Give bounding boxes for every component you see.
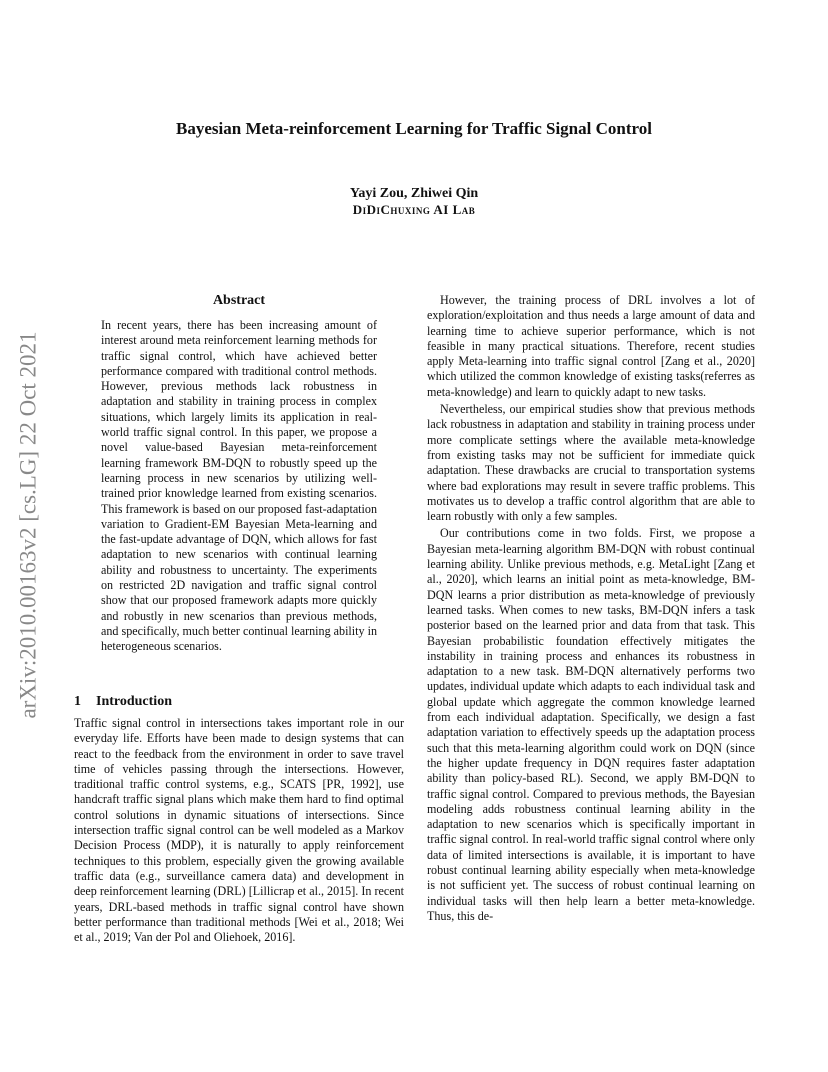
section-title: Introduction: [96, 694, 172, 709]
abstract-text: In recent years, there has been increasing amount of interest around meta reinforcement learning methods for traffic signal control, which have achieved better performance compared with traditional control methods. However, previous methods lack robustness in adaptation and stability in training process in complex situations, which largely limits its application in real-world traffic signal control. In this paper, we propose a novel value-based Bayesian meta-reinforcement learning framework BM-DQN to robustly speed up the learning process in new scenarios by utilizing well-trained prior knowledge learned from existing scenarios. This framework is based on our proposed fast-adaptation variation to Gradient-EM Bayesian Meta-learning and the fast-update advantage of DQN, which allows for fast adaptation to new scenarios with continual learning ability and robustness to uncertainty. The experiments on restricted 2D navigation and traffic signal control show that our proposed framework adapts more quickly and robustly in new scenarios than previous methods, and specifically, much better continual learning ability in heterogeneous scenarios.: [101, 318, 377, 654]
right-column: [427, 293, 755, 924]
paper-title: Bayesian Meta-reinforcement Learning for Traffic Signal Control: [176, 119, 652, 138]
introduction-text: Traffic signal control in intersections takes important role in our everyday life. Efforts have been made to design systems that can react to the feedback from the environment in order to save travel time of vehicles passing through the intersections. However, traditional traffic control systems, e.g., SCATS [PR, 1992], use handcraft traffic signal plans which make them hard to find optimal control solutions in dynamic situations of intersections. Since intersection traffic signal control can be well modeled as a Markov Decision Process (MDP), it is naturally to apply reinforcement techniques to this problem, especially given the growing available traffic data (e.g., surveillance camera data) and development in deep reinforcement learning (DRL) [Lillicrap et al., 2015]. In recent years, DRL-based methods in traffic signal control have shown better performance than traditional methods [Wei et al., 2018; Wei et al., 2019; Van der Pol and Oliehoek, 2016].: [74, 716, 404, 945]
paper-authors: Yayi Zou, Zhiwei Qin: [349, 186, 479, 201]
paper-affiliation: DiDiChuxing AI Lab: [352, 202, 476, 217]
abstract-heading: Abstract: [212, 293, 266, 308]
paragraph-1: However, the training process of DRL involves a lot of exploration/exploitation and thus needs a large amount of data and learning time to achieve superior performance, which is not feasible in many practical situations. Therefore, recent studies apply Meta-learning into traffic signal control [Zang et al., 2020] which utilized the common knowledge of existing tasks(referres as meta-knowledge) and learn to quickly adapt to new tasks.: [427, 293, 755, 399]
introduction-body: [74, 716, 404, 945]
paragraph-3: Our contributions come in two folds. First, we propose a Bayesian meta-learning algorithm BM-DQN with robust continual learning ability. Unlike previous methods, e.g. MetaLight [Zang et al., 2020], which learns an initial point as meta-knowledge, BM-DQN learns a prior distribution as meta-knowledge of previously learned tasks. When comes to new tasks, BM-DQN infers a task posterior based on the learned prior and data from that task. This Bayesian probabilistic foundation effectively mitigates the instability in training process and enhances its robustness in adaptation to a new task. BM-DQN alternatively performs two updates, individual update which adapts to each individual task and global update which aggregate the common knowledge learned from each individual adaptation. Specifically, we design a fast adaptation variation to effectively speeds up the adaptation process such that this meta-learning algorithm could work on DQN (since the higher update frequency in DQN requires faster adaptation ability than policy-based RL). Second, we apply BM-DQN to traffic signal control. Compared to previous methods, the Bayesian modeling adds robustness continual learning ability in the adaptation to new scenarios which is specifically important in traffic signal control. In real-world traffic signal control where only data of limited intersections is available, it is important to have robust continual learning ability especially when meta-knowledge is not sufficient yet. The success of robust continual learning on individual tasks will then help learn a better meta-knowledge. Thus, this de-: [427, 526, 755, 923]
section-heading-introduction: [74, 694, 172, 710]
arxiv-stamp-text: arXiv:2010.00163v2 [cs.LG] 22 Oct 2021: [16, 331, 42, 719]
abstract-body: [101, 318, 377, 655]
paragraph-2: Nevertheless, our empirical studies show that previous methods lack robustness in adaptation and stability in training process under more complicate settings where the available meta-knowledge from existing tasks may not be sufficient for immediate quick adaptation. These drawbacks are crucial to transportation systems where bad explorations may result in severe traffic problems. This motivates us to develop a traffic control algorithm that are able to learn robustly with only a few samples.: [427, 402, 755, 524]
arxiv-stamp: [14, 290, 44, 760]
section-number: 1: [74, 694, 81, 709]
